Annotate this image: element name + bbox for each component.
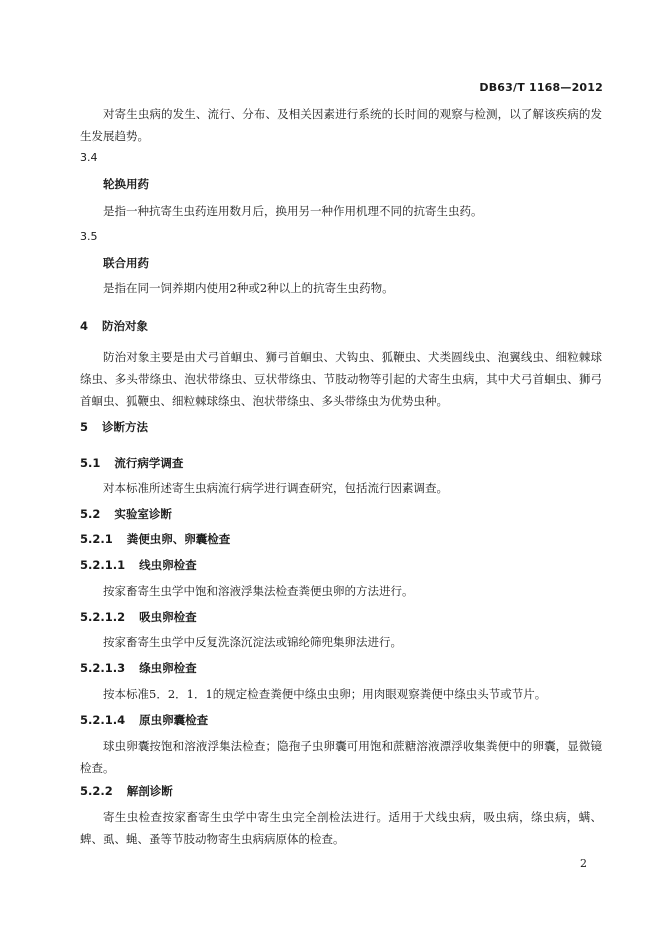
section-3-4-number: 3.4 (80, 151, 98, 164)
section-5-2-1-4-title: 原虫卵囊检查 (139, 713, 209, 727)
section-5-1-heading (80, 452, 602, 474)
section-4-heading (80, 315, 602, 337)
section-5-1-title: 流行病学调查 (114, 456, 184, 470)
section-5-2-1-2-heading (80, 606, 602, 628)
section-3-5-term: 联合用药 (103, 256, 149, 270)
section-5-1-body: 对本标准所述寄生虫病流行病学进行调查研究，包括流行因素调查。 (103, 481, 448, 495)
section-3-5-number: 3.5 (80, 230, 98, 243)
section-5-2-heading (80, 503, 602, 525)
section-5-title: 诊断方法 (102, 420, 149, 434)
section-5-2-2-title: 解剖诊断 (126, 784, 173, 798)
section-5-2-1-4-body: 球虫卵囊按饱和溶液浮集法检查；隐孢子虫卵囊可用饱和蔗糖溶液漂浮收集粪便中的卵囊，显微镜检查。 (80, 739, 602, 775)
standard-code: DB63/T 1168—2012 (479, 81, 603, 94)
section-5-2-1-2-title: 吸虫卵检查 (139, 610, 197, 624)
section-5-2-1-1-heading (80, 554, 602, 576)
section-5-2-1-heading (80, 528, 602, 550)
section-5-2-1-3-title: 绦虫卵检查 (139, 661, 197, 675)
section-5-2-1-title: 粪便虫卵、卵囊检查 (126, 532, 231, 546)
section-5-2-1-2-number: 5.2.1.2 (80, 610, 126, 624)
section-5-2-number: 5.2 (80, 507, 101, 521)
section-5-2-1-3-body: 按本标准5．2．1．1的规定检查粪便中绦虫虫卵；用肉眼观察粪便中绦虫头节或节片。 (103, 687, 547, 701)
section-3-4-term: 轮换用药 (103, 177, 149, 191)
section-5-2-1-2-body: 按家畜寄生虫学中反复洗涤沉淀法或锦纶筛兜集卵法进行。 (103, 635, 402, 649)
section-5-2-1-3-heading (80, 657, 602, 679)
section-5-2-1-1-body: 按家畜寄生虫学中饱和溶液浮集法检查粪便虫卵的方法进行。 (103, 584, 414, 598)
section-5-2-1-1-number: 5.2.1.1 (80, 558, 126, 572)
section-3-4-definition: 是指一种抗寄生虫药连用数月后，换用另一种作用机理不同的抗寄生虫药。 (103, 204, 483, 218)
section-5-heading (80, 416, 602, 438)
section-5-2-2-heading (80, 780, 602, 802)
page-number: 2 (580, 857, 587, 870)
section-5-2-2-number: 5.2.2 (80, 784, 113, 798)
section-4-body: 防治对象主要是由犬弓首蛔虫、狮弓首蛔虫、犬钩虫、狐鞭虫、犬类圆线虫、泡翼线虫、细粒棘球绦虫、多头带绦虫、泡状带绦虫、豆状带绦虫、节肢动物等引起的犬寄生虫病，其中犬弓首蛔虫、狮弓首蛔虫、狐鞭虫、细粒棘球绦虫、泡状带绦虫、多头带绦虫为优势虫种。 (80, 350, 602, 408)
section-5-2-1-1-title: 线虫卵检查 (139, 558, 197, 572)
section-5-2-1-4-heading (80, 709, 602, 731)
section-5-2-1-3-number: 5.2.1.3 (80, 661, 126, 675)
intro-paragraph: 对寄生虫病的发生、流行、分布、及相关因素进行系统的长时间的观察与检测，以了解该疾病的发生发展趋势。 (80, 107, 602, 143)
section-3-5-definition: 是指在同一饲养期内使用2种或2种以上的抗寄生虫药物。 (103, 281, 394, 295)
section-5-2-title: 实验室诊断 (114, 507, 172, 521)
section-5-2-2-body: 寄生虫检查按家畜寄生虫学中寄生虫完全剖检法进行。适用于犬线虫病，吸虫病，绦虫病，螨、蜱、虱、蝇、蚤等节肢动物寄生虫病病原体的检查。 (80, 810, 602, 846)
section-5-number: 5 (80, 420, 89, 434)
section-4-number: 4 (80, 319, 89, 333)
section-5-2-1-number: 5.2.1 (80, 532, 113, 546)
section-4-title: 防治对象 (102, 319, 149, 333)
section-5-2-1-4-number: 5.2.1.4 (80, 713, 126, 727)
section-5-1-number: 5.1 (80, 456, 101, 470)
